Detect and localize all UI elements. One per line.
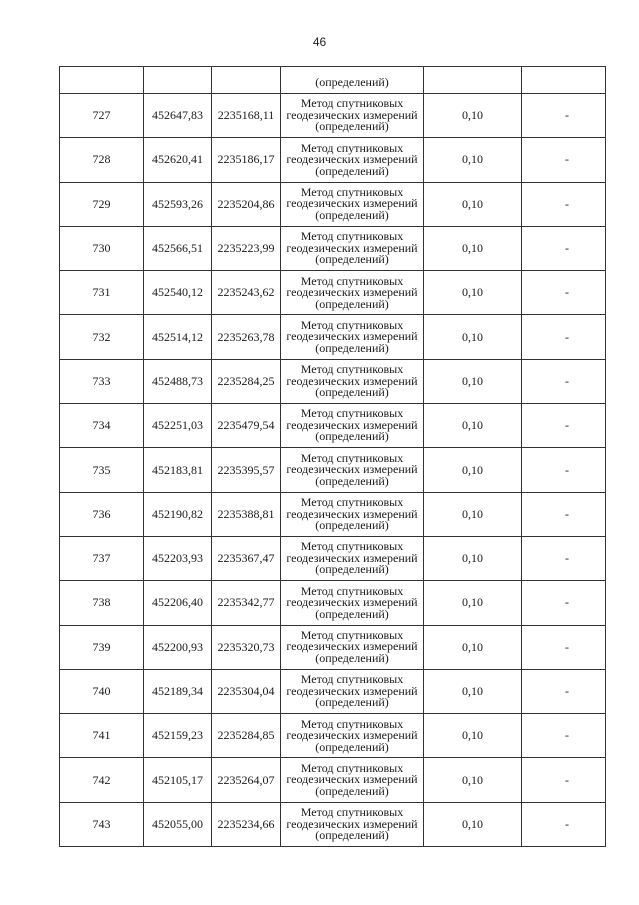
note-value: - — [522, 758, 606, 802]
cell-y — [212, 67, 281, 94]
accuracy-value: 0,10 — [424, 94, 522, 138]
note-value: - — [522, 581, 606, 625]
method-line: Метод спутниковых — [300, 317, 404, 332]
method-line: геодезических измерений — [286, 728, 418, 743]
note-value: - — [522, 94, 606, 138]
coordinate-y: 2235204,86 — [212, 182, 281, 226]
point-number: 739 — [60, 625, 144, 669]
coordinate-y: 2235264,07 — [212, 758, 281, 802]
point-number: 732 — [60, 315, 144, 359]
note-value: - — [522, 271, 606, 315]
accuracy-value: 0,10 — [424, 492, 522, 536]
coordinate-y: 2235223,99 — [212, 226, 281, 270]
method-line: (определений) — [315, 385, 389, 400]
method-description — [281, 271, 424, 315]
method-line: геодезических измерений — [286, 285, 418, 300]
accuracy-value: 0,10 — [424, 581, 522, 625]
method-line: Метод спутниковых — [300, 760, 404, 775]
coordinate-y: 2235479,54 — [212, 404, 281, 448]
coordinate-x: 452203,93 — [144, 536, 212, 580]
coordinate-x: 452593,26 — [144, 182, 212, 226]
table-row — [60, 714, 606, 758]
method-description — [281, 138, 424, 182]
coordinate-x: 452159,23 — [144, 714, 212, 758]
table-row — [60, 536, 606, 580]
method-line: (определений) — [315, 296, 389, 311]
coordinate-y: 2235243,62 — [212, 271, 281, 315]
method-line: Метод спутниковых — [300, 495, 404, 510]
method-line: Метод спутниковых — [300, 672, 404, 687]
cell-method-continuation: (определений) — [281, 67, 424, 94]
point-number: 734 — [60, 404, 144, 448]
method-line: геодезических измерений — [286, 152, 418, 167]
accuracy-value: 0,10 — [424, 315, 522, 359]
coordinate-y: 2235304,04 — [212, 669, 281, 713]
note-value: - — [522, 448, 606, 492]
method-line: (определений) — [315, 695, 389, 710]
coordinate-y: 2235284,85 — [212, 714, 281, 758]
method-line: геодезических измерений — [286, 107, 418, 122]
table-row — [60, 448, 606, 492]
point-number: 741 — [60, 714, 144, 758]
cell-num — [60, 67, 144, 94]
point-number: 730 — [60, 226, 144, 270]
method-description — [281, 536, 424, 580]
coordinate-y: 2235234,66 — [212, 802, 281, 846]
coordinate-y: 2235168,11 — [212, 94, 281, 138]
method-line: (определений) — [315, 207, 389, 222]
note-value: - — [522, 182, 606, 226]
coordinate-x: 452190,82 — [144, 492, 212, 536]
method-description — [281, 448, 424, 492]
method-line: (определений) — [315, 163, 389, 178]
table-row — [60, 226, 606, 270]
point-number: 733 — [60, 359, 144, 403]
point-number: 731 — [60, 271, 144, 315]
method-line: Метод спутниковых — [300, 716, 404, 731]
method-line: Метод спутниковых — [300, 273, 404, 288]
point-number: 736 — [60, 492, 144, 536]
point-number: 735 — [60, 448, 144, 492]
method-line: (определений) — [315, 340, 389, 355]
method-line: Метод спутниковых — [300, 805, 404, 820]
coordinate-x: 452566,51 — [144, 226, 212, 270]
accuracy-value: 0,10 — [424, 226, 522, 270]
point-number: 737 — [60, 536, 144, 580]
method-line: (определений) — [315, 562, 389, 577]
point-number: 727 — [60, 94, 144, 138]
method-description — [281, 581, 424, 625]
method-line: (определений) — [315, 606, 389, 621]
method-line: Метод спутниковых — [300, 184, 404, 199]
cell-note — [522, 67, 606, 94]
method-line: геодезических измерений — [286, 240, 418, 255]
method-description — [281, 226, 424, 270]
coordinate-y: 2235284,25 — [212, 359, 281, 403]
table-row — [60, 94, 606, 138]
coordinate-x: 452514,12 — [144, 315, 212, 359]
accuracy-value: 0,10 — [424, 359, 522, 403]
method-line: (определений) — [315, 429, 389, 444]
note-value: - — [522, 138, 606, 182]
point-number: 729 — [60, 182, 144, 226]
cell-accuracy — [424, 67, 522, 94]
accuracy-value: 0,10 — [424, 182, 522, 226]
method-line: геодезических измерений — [286, 683, 418, 698]
note-value: - — [522, 669, 606, 713]
coordinate-y: 2235367,47 — [212, 536, 281, 580]
table-row — [60, 138, 606, 182]
coordinates-table — [59, 66, 606, 847]
table-row — [60, 625, 606, 669]
method-line: геодезических измерений — [286, 196, 418, 211]
accuracy-value: 0,10 — [424, 271, 522, 315]
method-description — [281, 359, 424, 403]
cell-x — [144, 67, 212, 94]
method-line: геодезических измерений — [286, 772, 418, 787]
note-value: - — [522, 492, 606, 536]
method-description — [281, 714, 424, 758]
method-description — [281, 802, 424, 846]
method-line: геодезических измерений — [286, 550, 418, 565]
note-value: - — [522, 802, 606, 846]
method-line: геодезических измерений — [286, 816, 418, 831]
coordinate-x: 452251,03 — [144, 404, 212, 448]
method-description — [281, 182, 424, 226]
continuation-row — [60, 67, 606, 94]
note-value: - — [522, 625, 606, 669]
coordinate-y: 2235320,73 — [212, 625, 281, 669]
method-line: геодезических измерений — [286, 595, 418, 610]
method-line: (определений) — [315, 518, 389, 533]
method-line: (определений) — [315, 828, 389, 843]
table-row — [60, 315, 606, 359]
note-value: - — [522, 536, 606, 580]
note-value: - — [522, 315, 606, 359]
point-number: 738 — [60, 581, 144, 625]
table-row — [60, 404, 606, 448]
accuracy-value: 0,10 — [424, 138, 522, 182]
method-line: геодезических измерений — [286, 329, 418, 344]
method-line: Метод спутниковых — [300, 229, 404, 244]
note-value: - — [522, 359, 606, 403]
coordinate-y: 2235186,17 — [212, 138, 281, 182]
coordinate-y: 2235388,81 — [212, 492, 281, 536]
accuracy-value: 0,10 — [424, 669, 522, 713]
point-number: 728 — [60, 138, 144, 182]
method-description — [281, 625, 424, 669]
method-description — [281, 669, 424, 713]
method-description — [281, 94, 424, 138]
accuracy-value: 0,10 — [424, 802, 522, 846]
accuracy-value: 0,10 — [424, 758, 522, 802]
coordinate-x: 452206,40 — [144, 581, 212, 625]
method-line: Метод спутниковых — [300, 140, 404, 155]
method-line: Метод спутниковых — [300, 627, 404, 642]
method-line: (определений) — [315, 739, 389, 754]
method-line: Метод спутниковых — [300, 583, 404, 598]
coordinate-x: 452055,00 — [144, 802, 212, 846]
coordinates-table-body — [60, 67, 606, 847]
point-number: 742 — [60, 758, 144, 802]
table-row — [60, 802, 606, 846]
table-row — [60, 581, 606, 625]
method-line: геодезических измерений — [286, 506, 418, 521]
accuracy-value: 0,10 — [424, 536, 522, 580]
method-line: Метод спутниковых — [300, 362, 404, 377]
coordinate-x: 452647,83 — [144, 94, 212, 138]
note-value: - — [522, 714, 606, 758]
table-row — [60, 758, 606, 802]
method-line: (определений) — [315, 119, 389, 134]
coordinate-x: 452105,17 — [144, 758, 212, 802]
coordinate-x: 452620,41 — [144, 138, 212, 182]
method-line: (определений) — [315, 650, 389, 665]
accuracy-value: 0,10 — [424, 448, 522, 492]
method-line: геодезических измерений — [286, 373, 418, 388]
method-line: геодезических измерений — [286, 639, 418, 654]
coordinate-y: 2235263,78 — [212, 315, 281, 359]
method-description — [281, 404, 424, 448]
table-row — [60, 271, 606, 315]
accuracy-value: 0,10 — [424, 714, 522, 758]
method-line: (определений) — [315, 252, 389, 267]
coordinate-y: 2235395,57 — [212, 448, 281, 492]
table-row — [60, 669, 606, 713]
page-number: 46 — [312, 35, 327, 49]
method-line: Метод спутниковых — [300, 406, 404, 421]
method-line: (определений) — [315, 473, 389, 488]
method-description — [281, 758, 424, 802]
method-line: (определений) — [315, 783, 389, 798]
coordinate-x: 452200,93 — [144, 625, 212, 669]
coordinate-y: 2235342,77 — [212, 581, 281, 625]
method-line: геодезических измерений — [286, 462, 418, 477]
method-line: Метод спутниковых — [300, 539, 404, 554]
accuracy-value: 0,10 — [424, 404, 522, 448]
coordinate-x: 452540,12 — [144, 271, 212, 315]
note-value: - — [522, 404, 606, 448]
accuracy-value: 0,10 — [424, 625, 522, 669]
method-description — [281, 315, 424, 359]
method-line: Метод спутниковых — [300, 450, 404, 465]
coordinate-x: 452488,73 — [144, 359, 212, 403]
point-number: 740 — [60, 669, 144, 713]
note-value: - — [522, 226, 606, 270]
table-row — [60, 182, 606, 226]
method-line: Метод спутниковых — [300, 96, 404, 111]
coordinate-x: 452189,34 — [144, 669, 212, 713]
table-row — [60, 359, 606, 403]
method-line: геодезических измерений — [286, 417, 418, 432]
coordinate-x: 452183,81 — [144, 448, 212, 492]
point-number: 743 — [60, 802, 144, 846]
method-description — [281, 492, 424, 536]
table-row — [60, 492, 606, 536]
